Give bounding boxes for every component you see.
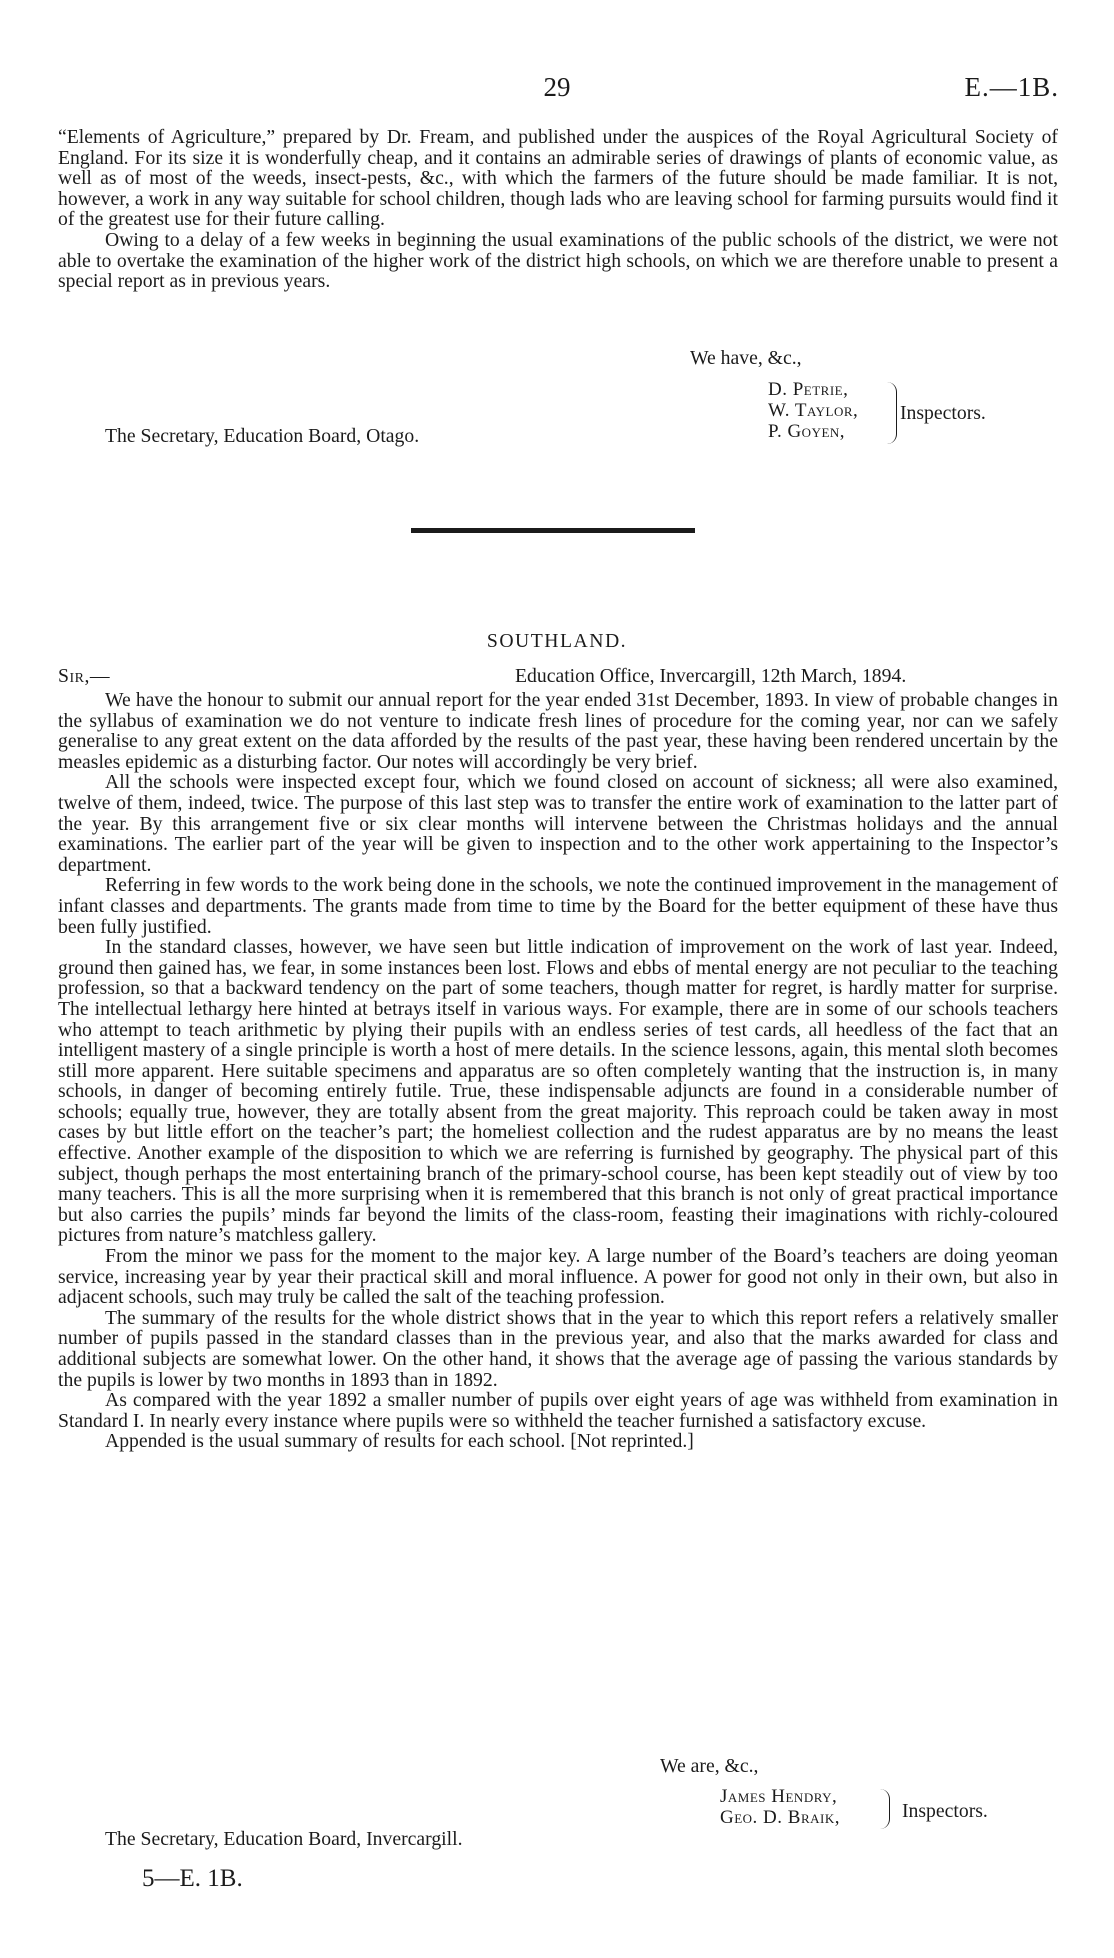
signatory-name: D. Petrie, <box>768 379 849 400</box>
signatory-name: James Hendry, <box>720 1786 838 1807</box>
dateline: Education Office, Invercargill, 12th March, 1894. <box>515 665 907 687</box>
page-number: 29 <box>543 72 571 102</box>
otago-paragraph: “Elements of Agriculture,” prepared by Dr. Fream, and published under the auspices of the Royal Agricultural Society of England. For its size it is wonderfully cheap, and it contains an admirable series of drawings of plants of economic value, as well as of most of the weeds, insect-pests, &c., with which the farmers of the future should be made familiar. It is not, however, a work in any way suitable for school children, though lads who are leaving school for farming pursuits would find it of the greatest use for their future calling. <box>58 126 1058 231</box>
southland-paragraph: As compared with the year 1892 a smaller number of pupils over eight years of age was withheld from examination in Standard I. In nearly every instance where pupils were so withheld the teacher furnished a satisfactory excuse. <box>58 1389 1058 1432</box>
otago-closing: We have, &c., <box>690 347 802 369</box>
section-divider-rule <box>411 528 695 533</box>
otago-inspectors-label: Inspectors. <box>900 402 986 424</box>
signatory-name: W. Taylor, <box>768 400 859 421</box>
footer-code: 5—E. 1B. <box>142 1865 243 1892</box>
southland-report-body <box>58 690 1058 1452</box>
signatory-brace <box>886 382 897 444</box>
section-title: SOUTHLAND. <box>486 630 628 652</box>
southland-inspectors-label: Inspectors. <box>902 1800 988 1822</box>
southland-paragraph: Appended is the usual summary of results for each school. [Not reprinted.] <box>105 1430 694 1453</box>
signatory-brace <box>880 1789 890 1829</box>
southland-closing: We are, &c., <box>660 1755 759 1777</box>
signatory-name: P. Goyen, <box>768 421 846 442</box>
signatory-name: Geo. D. Braik, <box>720 1807 840 1828</box>
document-code: E.—1B. <box>964 72 1059 102</box>
salutation: Sir,— <box>58 665 111 687</box>
otago-report-body <box>58 127 1058 292</box>
southland-signatories <box>720 1786 840 1828</box>
southland-paragraph: In the standard classes, however, we have seen but little indication of improvement on the work of last year. Indeed, ground then gained has, we fear, in some instances been lost. Flows and ebbs of mental energy are not peculiar to the teaching profession, so that a backward tendency on the part of some teachers, though matter for regret, is hardly matter for surprise. The intellectual lethargy here hinted at betrays itself in various ways. For example, there are in some of our schools teachers who attempt to teach arithmetic by plying their pupils with an endless series of test cards, all heedless of the fact that an intelligent mastery of a single principle is worth a host of mere details. In the science lessons, again, this mental sloth becomes still more apparent. Here suitable specimens and apparatus are so often completely wanting that the instruction is, in many schools, in danger of becoming entirely futile. True, these indispensable adjuncts are found in a considerable number of schools; equally true, however, they are totally absent from the great majority. This reproach could be taken away in most cases by but little effort on the teacher’s part; the homeliest collection and the rudest apparatus are by no means the least effective. Another example of the disposition to which we are referring is furnished by geography. The physical part of this subject, though perhaps the most entertaining branch of the primary-school course, has been kept steadily out of view by too many teachers. This is all the more surprising when it is remembered that this branch is not only of great practical importance but also carries the pupils’ minds far beyond the limits of the class-room, feasting their imaginations with richly-coloured pictures from nature’s matchless gallery. <box>58 936 1058 1247</box>
southland-paragraph: The summary of the results for the whole district shows that in the year to which this report refers a relatively smaller number of pupils passed in the standard classes than in the previous year, and also that the marks awarded for class and additional subjects are somewhat lower. On the other hand, it shows that the average age of passing the various standards by the pupils is lower by two months in 1893 than in 1892. <box>58 1306 1058 1391</box>
southland-addressee: The Secretary, Education Board, Invercargill. <box>105 1828 463 1850</box>
southland-paragraph: From the minor we pass for the moment to the major key. A large number of the Board’s teachers are doing yeoman service, increasing year by year their practical skill and moral influence. A power for good not only in their own, but also in adjacent schools, such may truly be called the salt of the teaching profession. <box>58 1245 1058 1309</box>
southland-paragraph: We have the honour to submit our annual report for the year ended 31st December, 1893. In view of probable changes in the syllabus of examination we do not venture to indicate fresh lines of procedure for the coming year, nor can we safely generalise to any great extent on the data afforded by the results of the past year, these having been rendered uncertain by the measles epidemic as a disturbing factor. Our notes will accordingly be very brief. <box>58 689 1058 773</box>
southland-paragraph: Referring in few words to the work being done in the schools, we note the continued improvement in the management of infant classes and departments. The grants made from time to time by the Board for the better equipment of these have thus been fully justified. <box>58 874 1058 938</box>
otago-signatories <box>768 379 858 442</box>
southland-paragraph: All the schools were inspected except four, which we found closed on account of sickness; all were also examined, twelve of them, indeed, twice. The purpose of this last step was to transfer the entire work of examination to the latter part of the year. By this arrangement five or six clear months will intervene between the Christmas holidays and the annual examinations. The earlier part of the year will be given to inspection and to the other work appertaining to the Inspector’s department. <box>58 771 1058 876</box>
otago-addressee: The Secretary, Education Board, Otago. <box>105 425 420 447</box>
otago-paragraph: Owing to a delay of a few weeks in beginning the usual examinations of the public schools of the district, we were not able to overtake the examination of the higher work of the district high schools, on which we are therefore unable to present a special report as in previous years. <box>58 228 1058 293</box>
